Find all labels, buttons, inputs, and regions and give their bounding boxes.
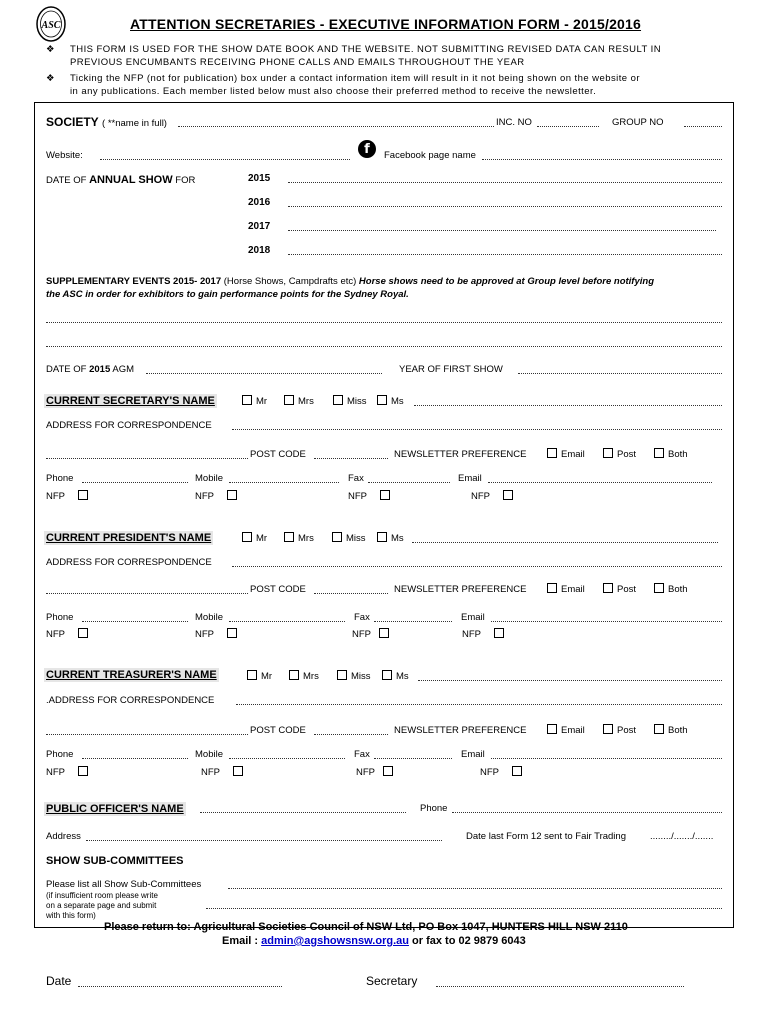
public-officer-name-field[interactable] [200, 812, 406, 813]
checkbox[interactable] [333, 395, 343, 405]
email-field[interactable] [491, 621, 722, 622]
checkbox[interactable] [603, 583, 613, 593]
newsletter-both-option[interactable]: Both [654, 725, 688, 736]
newsletter-label: NEWSLETTER PREFERENCE [394, 584, 527, 595]
first-show-field[interactable] [518, 373, 722, 374]
checkbox[interactable] [377, 395, 387, 405]
show-year: 2016 [248, 197, 271, 208]
society-name-hint: ( **name in full) [102, 118, 167, 129]
fax-field[interactable] [374, 621, 452, 622]
svg-text:ASC: ASC [41, 20, 61, 31]
supplementary-label: SUPPLEMENTARY EVENTS 2015- 2017 (Horse Shows, Campdrafts etc) Horse shows need to be approved at Group level before notifying [46, 276, 654, 287]
public-officer-phone-field[interactable] [452, 812, 722, 813]
nfp-email[interactable]: NFP [480, 767, 526, 778]
checkbox[interactable] [78, 628, 88, 638]
treasurer-name-field[interactable] [418, 680, 722, 681]
address-label: ADDRESS FOR CORRESPONDENCE [46, 557, 212, 568]
notice-line: THIS FORM IS USED FOR THE SHOW DATE BOOK AND THE WEBSITE. NOT SUBMITTING REVISED DATA CAN RESULT IN [70, 44, 662, 55]
website-label: Website: [46, 150, 83, 161]
title-checkbox-mr[interactable]: Mr [247, 671, 272, 682]
post-code-label: POST CODE [250, 725, 306, 736]
newsletter-both-option[interactable]: Both [654, 449, 688, 460]
email-label: Email [461, 749, 485, 760]
secretary-signature-label: Secretary [366, 974, 418, 988]
subcommittees-field[interactable] [206, 908, 722, 909]
facebook-label: Facebook page name [384, 150, 476, 161]
nfp-email[interactable]: NFP [462, 629, 508, 640]
subcommittees-heading: SHOW SUB-COMMITTEES [46, 855, 184, 867]
president-heading: CURRENT PRESIDENT'S NAME [46, 532, 212, 544]
title-checkbox-miss[interactable]: Miss [333, 396, 367, 407]
agm-date-field[interactable] [146, 373, 382, 374]
mobile-label: Mobile [195, 749, 223, 760]
show-date-field[interactable] [288, 254, 722, 255]
email-field[interactable] [488, 482, 712, 483]
president-name-field[interactable] [412, 542, 718, 543]
page-title: ATTENTION SECRETARIES - EXECUTIVE INFORMATION FORM - 2015/2016 [130, 16, 642, 32]
return-contact: Email : admin@agshowsnsw.org.au or fax to 02 9879 6043 [222, 935, 526, 947]
phone-field[interactable] [82, 621, 188, 622]
email-label: Email [458, 473, 482, 484]
show-date-field[interactable] [288, 206, 722, 207]
address-field[interactable] [232, 566, 722, 567]
nfp-mobile[interactable]: NFP [195, 629, 241, 640]
post-code-field[interactable] [314, 458, 388, 459]
mobile-field[interactable] [229, 482, 339, 483]
nfp-mobile[interactable]: NFP [201, 767, 247, 778]
checkbox[interactable] [547, 724, 557, 734]
subcommittees-instruction: Please list all Show Sub-Committees [46, 879, 202, 890]
fax-field[interactable] [374, 758, 452, 759]
checkbox[interactable] [337, 670, 347, 680]
address-field[interactable] [46, 458, 248, 459]
fax-label: Fax [354, 612, 370, 623]
subcommittees-note: (if insufficient room please write on a separate page and submit with this form) [46, 891, 158, 920]
newsletter-label: NEWSLETTER PREFERENCE [394, 725, 527, 736]
show-date-field[interactable] [288, 182, 722, 183]
fax-label: Fax [348, 473, 364, 484]
public-officer-phone-label: Phone [420, 803, 448, 814]
date-field[interactable] [78, 986, 282, 987]
newsletter-post-option[interactable]: Post [603, 584, 636, 595]
bullet-icon: ❖ [46, 73, 55, 84]
mobile-field[interactable] [229, 758, 345, 759]
phone-field[interactable] [82, 482, 188, 483]
group-no-label: GROUP NO [612, 117, 664, 128]
supplementary-field[interactable] [46, 322, 722, 323]
fax-label: Fax [354, 749, 370, 760]
address-label: .ADDRESS FOR CORRESPONDENCE [46, 695, 215, 706]
subcommittees-field[interactable] [228, 888, 722, 889]
address-label: ADDRESS FOR CORRESPONDENCE [46, 420, 212, 431]
newsletter-both-option[interactable]: Both [654, 584, 688, 595]
checkbox[interactable] [547, 448, 557, 458]
checkbox[interactable] [284, 395, 294, 405]
checkbox[interactable] [247, 670, 257, 680]
newsletter-email-option[interactable]: Email [547, 449, 585, 460]
checkbox[interactable] [289, 670, 299, 680]
newsletter-label: NEWSLETTER PREFERENCE [394, 449, 527, 460]
title-checkbox-ms[interactable]: Ms [377, 533, 404, 544]
checkbox[interactable] [380, 490, 390, 500]
notice-line: in any publications. Each member listed below must also choose their preferred method to receive the newsletter. [70, 86, 597, 97]
inc-no-label: INC. NO [496, 117, 532, 128]
checkbox[interactable] [242, 532, 252, 542]
title-checkbox-mrs[interactable]: Mrs [289, 671, 319, 682]
website-field[interactable] [100, 159, 350, 160]
society-name-field[interactable] [178, 126, 494, 127]
checkbox[interactable] [654, 583, 664, 593]
title-checkbox-mr[interactable]: Mr [242, 396, 267, 407]
nfp-phone[interactable]: NFP [46, 629, 92, 640]
post-code-label: POST CODE [250, 584, 306, 595]
return-address: Please return to: Agricultural Societies Council of NSW Ltd, PO Box 1047, HUNTERS HILL NSW 2110 [104, 921, 628, 933]
asc-logo-icon [36, 6, 66, 42]
date-label: Date [46, 974, 72, 988]
checkbox[interactable] [332, 532, 342, 542]
phone-label: Phone [46, 473, 74, 484]
facebook-icon: f [358, 140, 376, 158]
supplementary-field[interactable] [46, 346, 722, 347]
nfp-phone[interactable]: NFP [46, 767, 92, 778]
checkbox[interactable] [233, 766, 243, 776]
form12-date-field[interactable]: ......../......./....... [650, 831, 714, 842]
society-label: SOCIETY [46, 115, 99, 129]
address-field[interactable] [46, 593, 248, 594]
mobile-field[interactable] [229, 621, 345, 622]
title-checkbox-miss[interactable]: Miss [332, 533, 366, 544]
nfp-fax[interactable]: NFP [356, 767, 397, 778]
nfp-email[interactable]: NFP [471, 491, 517, 502]
show-year: 2018 [248, 245, 271, 256]
checkbox[interactable] [603, 724, 613, 734]
public-officer-heading: PUBLIC OFFICER'S NAME [46, 803, 184, 815]
show-year: 2017 [248, 221, 271, 232]
annual-show-label: DATE OF ANNUAL SHOW FOR [46, 174, 196, 186]
checkbox[interactable] [383, 766, 393, 776]
newsletter-email-option[interactable]: Email [547, 584, 585, 595]
phone-label: Phone [46, 612, 74, 623]
address-field[interactable] [236, 704, 722, 705]
post-code-label: POST CODE [250, 449, 306, 460]
inc-no-field[interactable] [537, 126, 599, 127]
show-year: 2015 [248, 173, 271, 184]
title-checkbox-ms[interactable]: Ms [382, 671, 409, 682]
secretary-name-field[interactable] [414, 405, 722, 406]
secretary-heading: CURRENT SECRETARY'S NAME [46, 395, 215, 407]
nfp-mobile[interactable]: NFP [195, 491, 241, 502]
checkbox[interactable] [242, 395, 252, 405]
checkbox[interactable] [78, 766, 88, 776]
checkbox[interactable] [78, 490, 88, 500]
bullet-icon: ❖ [46, 44, 55, 55]
title-checkbox-mrs[interactable]: Mrs [284, 396, 314, 407]
mobile-label: Mobile [195, 612, 223, 623]
public-officer-address-label: Address [46, 831, 81, 842]
title-checkbox-miss[interactable]: Miss [337, 671, 371, 682]
notice-line: Ticking the NFP (not for publication) box under a contact information item will result in it not being shown on the website or [70, 73, 640, 84]
checkbox[interactable] [494, 628, 504, 638]
notice-line: PREVIOUS ENCUMBANTS RECEIVING PHONE CALLS AND EMAILS THROUGHOUT THE YEAR [70, 57, 525, 68]
mobile-label: Mobile [195, 473, 223, 484]
fax-field[interactable] [368, 482, 450, 483]
checkbox[interactable] [654, 724, 664, 734]
agm-label: DATE OF 2015 AGM [46, 364, 135, 375]
society-label-group [46, 115, 167, 129]
email-field[interactable] [491, 758, 722, 759]
checkbox[interactable] [503, 490, 513, 500]
phone-label: Phone [46, 749, 74, 760]
group-no-field[interactable] [684, 126, 722, 127]
checkbox[interactable] [512, 766, 522, 776]
supplementary-note: the ASC in order for exhibitors to gain performance points for the Sydney Royal. [46, 289, 409, 300]
title-checkbox-mrs[interactable]: Mrs [284, 533, 314, 544]
public-officer-address-field[interactable] [86, 840, 442, 841]
phone-field[interactable] [82, 758, 188, 759]
post-code-field[interactable] [314, 593, 388, 594]
nfp-fax[interactable]: NFP [348, 491, 394, 502]
treasurer-heading: CURRENT TREASURER'S NAME [46, 669, 217, 681]
newsletter-email-option[interactable]: Email [547, 725, 585, 736]
newsletter-post-option[interactable]: Post [603, 725, 636, 736]
email-label: Email [461, 612, 485, 623]
checkbox[interactable] [379, 628, 389, 638]
checkbox[interactable] [654, 448, 664, 458]
checkbox[interactable] [547, 583, 557, 593]
checkbox[interactable] [377, 532, 387, 542]
checkbox[interactable] [227, 628, 237, 638]
title-checkbox-mr[interactable]: Mr [242, 533, 267, 544]
first-show-label: YEAR OF FIRST SHOW [399, 364, 503, 375]
facebook-field[interactable] [482, 159, 722, 160]
post-code-field[interactable] [314, 734, 388, 735]
title-checkbox-ms[interactable]: Ms [377, 396, 404, 407]
checkbox[interactable] [284, 532, 294, 542]
nfp-phone[interactable]: NFP [46, 491, 92, 502]
newsletter-post-option[interactable]: Post [603, 449, 636, 460]
checkbox[interactable] [382, 670, 392, 680]
address-field[interactable] [46, 734, 248, 735]
checkbox[interactable] [227, 490, 237, 500]
form12-label: Date last Form 12 sent to Fair Trading [466, 831, 626, 842]
show-date-field[interactable] [288, 230, 716, 231]
checkbox[interactable] [603, 448, 613, 458]
address-field[interactable] [232, 429, 722, 430]
nfp-fax[interactable]: NFP [352, 629, 393, 640]
secretary-signature-field[interactable] [436, 986, 684, 987]
admin-email-link[interactable]: admin@agshowsnsw.org.au [261, 935, 409, 947]
